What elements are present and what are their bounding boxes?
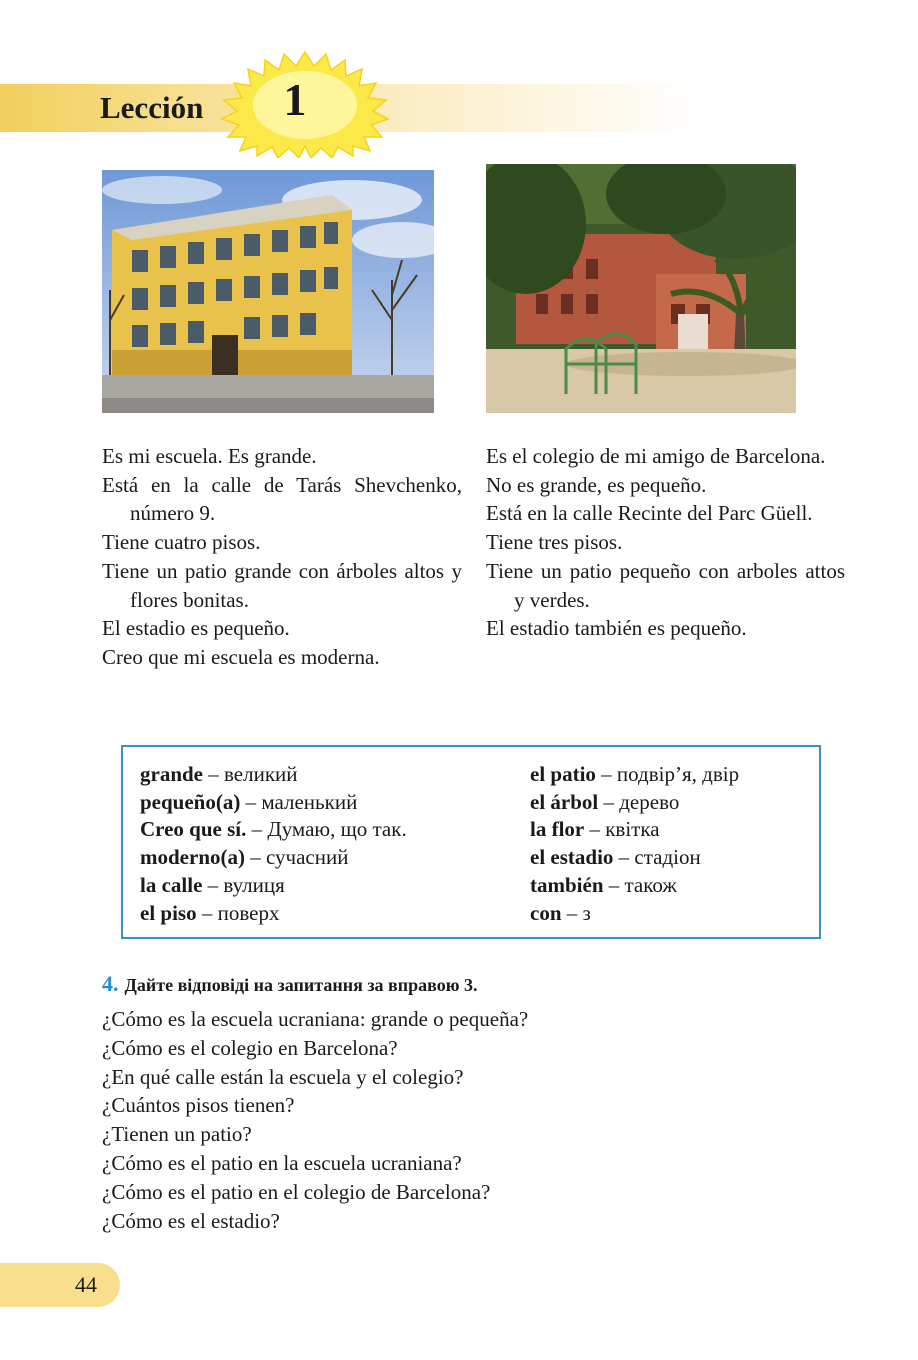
paragraph: No es grande, es pequeño. — [486, 472, 707, 497]
vocabulary-item — [530, 816, 739, 844]
vocabulary-translation: – Думаю, що так. — [246, 817, 407, 842]
page-number-tab — [0, 1263, 120, 1307]
page-number: 44 — [75, 1272, 97, 1297]
exercise-instruction: Дайте відповіді на запитання за вправою 3. — [124, 975, 478, 995]
vocabulary-translation: – маленький — [240, 789, 358, 814]
lesson-number: 1 — [283, 74, 307, 125]
vocabulary-item — [140, 789, 407, 817]
question-item: ¿Cómo es el colegio en Barcelona? — [102, 1035, 398, 1060]
vocabulary-term: moderno(a) — [140, 845, 245, 870]
vocabulary-item — [530, 900, 739, 928]
vocabulary-translation: – великий — [203, 762, 298, 786]
exercise-number: 4. — [102, 971, 119, 996]
vocabulary-item — [140, 872, 407, 900]
school-photo-ukraine — [102, 170, 434, 413]
vocabulary-item — [530, 844, 739, 872]
question-list — [102, 1005, 528, 1235]
paragraph: El estadio es pequeño. — [102, 616, 290, 641]
vocabulary-item — [530, 872, 739, 900]
question-item: ¿Cómo es el patio en la escuela ucraniana? — [102, 1150, 462, 1175]
paragraph: Está en la calle de Tarás Shevchenko, número 9. — [102, 472, 462, 526]
vocabulary-translation: – квітка — [584, 817, 660, 842]
vocabulary-term: el estadio — [530, 845, 614, 870]
vocabulary-term: Creo que sí. — [140, 817, 247, 842]
vocabulary-column-left — [140, 761, 407, 927]
vocabulary-term: también — [530, 872, 604, 897]
vocabulary-item — [530, 789, 739, 817]
paragraph: Es el colegio de mi amigo de Barcelona. — [486, 444, 826, 468]
paragraph: Está en la calle Recinte del Parc Güell. — [486, 501, 813, 526]
vocabulary-translation: – стадіон — [613, 845, 701, 870]
vocabulary-term: el piso — [140, 900, 197, 925]
vocabulary-translation: – з — [561, 900, 591, 925]
lesson-title: Lección — [100, 90, 204, 125]
paragraph: Tiene tres pisos. — [486, 530, 623, 555]
exercise-heading — [102, 970, 478, 999]
paragraph: Tiene cuatro pisos. — [102, 530, 261, 555]
paragraph: Es mi escuela. Es grande. — [102, 444, 317, 468]
text-barcelona-school — [486, 442, 845, 643]
vocabulary-item — [140, 816, 407, 844]
question-item: ¿Cómo es la escuela ucraniana: grande o pequeña? — [102, 1007, 529, 1031]
vocabulary-term: grande — [140, 762, 203, 786]
vocabulary-item — [140, 761, 407, 789]
question-item: ¿Cómo es el estadio? — [102, 1208, 280, 1233]
vocabulary-item — [140, 844, 407, 872]
vocabulary-term: con — [530, 900, 562, 925]
question-item: ¿En qué calle están la escuela y el colegio? — [102, 1064, 464, 1089]
question-item: ¿Cuántos pisos tienen? — [102, 1093, 295, 1118]
vocabulary-box — [121, 745, 821, 939]
school-photo-barcelona — [486, 164, 796, 413]
vocabulary-term: la calle — [140, 872, 203, 897]
vocabulary-translation: – подвір’я, двір — [595, 762, 740, 786]
vocabulary-item — [140, 900, 407, 928]
vocabulary-term: el árbol — [530, 789, 599, 814]
vocabulary-translation: – вулиця — [202, 872, 285, 897]
vocabulary-column-right — [530, 761, 739, 927]
vocabulary-term: pequeño(a) — [140, 789, 241, 814]
vocabulary-translation: – дерево — [598, 789, 680, 814]
paragraph: El estadio también es pequeño. — [486, 616, 747, 641]
vocabulary-translation: – сучасний — [244, 845, 349, 870]
vocabulary-term: el patio — [530, 762, 596, 786]
vocabulary-translation: – поверх — [196, 900, 280, 925]
vocabulary-term: la flor — [530, 817, 585, 842]
question-item: ¿Cómo es el patio en el colegio de Barcelona? — [102, 1179, 491, 1204]
question-item: ¿Tienen un patio? — [102, 1122, 252, 1147]
paragraph: Tiene un patio pequeño con arboles attos y verdes. — [486, 558, 845, 612]
paragraph: Tiene un patio grande con árboles altos y flores bonitas. — [102, 558, 462, 612]
paragraph: Creo que mi escuela es moderna. — [102, 644, 380, 669]
vocabulary-translation: – також — [603, 872, 677, 897]
text-ukrainian-school — [102, 442, 462, 672]
vocabulary-item — [530, 761, 739, 789]
